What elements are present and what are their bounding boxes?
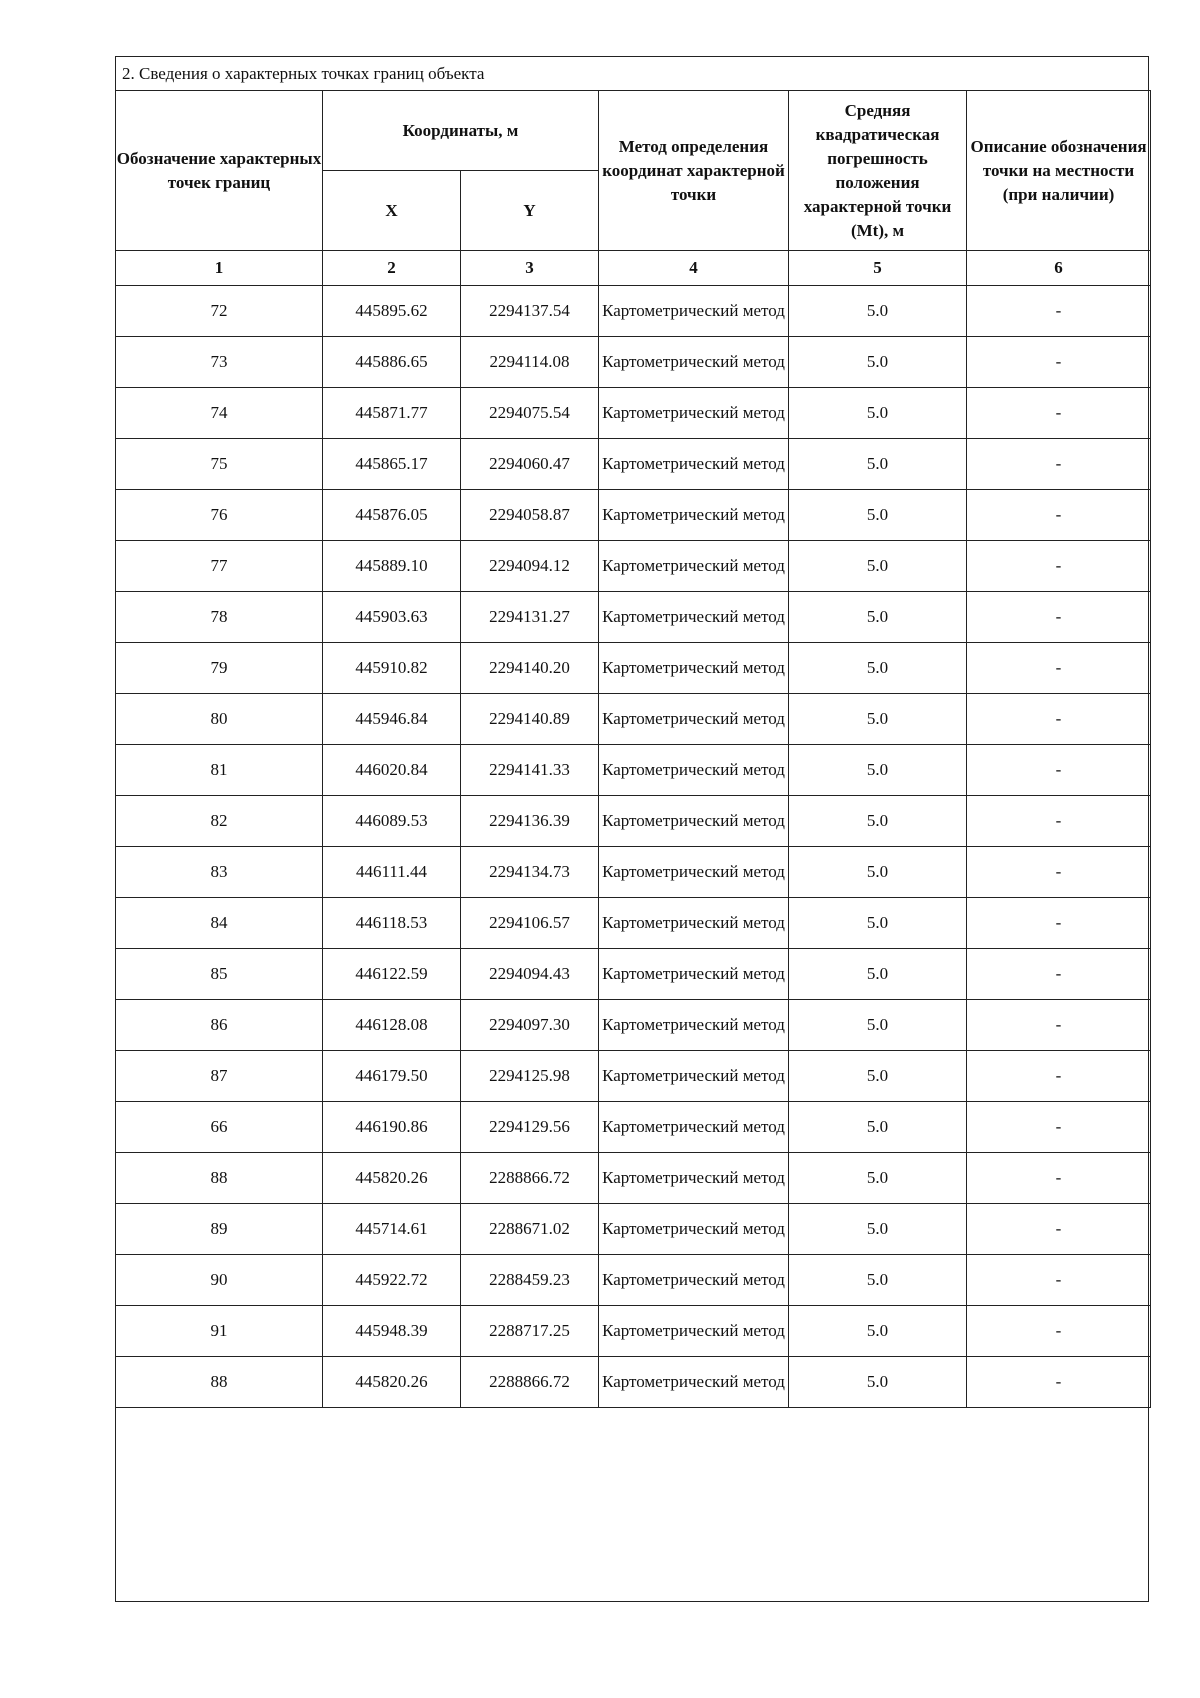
description-cell: - [967,592,1151,643]
point-designation-cell: 76 [116,490,323,541]
table-row [116,1000,1151,1051]
point-designation-cell: 82 [116,796,323,847]
point-designation-cell: 79 [116,643,323,694]
coord-y-cell: 2294141.33 [461,745,599,796]
description-cell: - [967,388,1151,439]
table-row [116,847,1151,898]
point-designation-cell: 66 [116,1102,323,1153]
column-number: 2 [323,251,461,286]
method-cell: Картометрический метод [599,286,789,337]
document-frame [115,56,1149,1602]
column-number: 5 [789,251,967,286]
accuracy-cell: 5.0 [789,694,967,745]
table-row [116,745,1151,796]
description-cell: - [967,439,1151,490]
description-cell: - [967,643,1151,694]
accuracy-cell: 5.0 [789,1255,967,1306]
method-cell: Картометрический метод [599,898,789,949]
method-cell: Картометрический метод [599,439,789,490]
header-x: X [323,171,461,251]
table-row [116,1357,1151,1408]
column-number: 3 [461,251,599,286]
description-cell: - [967,1102,1151,1153]
coord-x-cell: 446111.44 [323,847,461,898]
coord-y-cell: 2294075.54 [461,388,599,439]
coord-x-cell: 445922.72 [323,1255,461,1306]
table-row [116,490,1151,541]
method-cell: Картометрический метод [599,1357,789,1408]
coord-y-cell: 2294140.89 [461,694,599,745]
point-designation-cell: 88 [116,1153,323,1204]
table-row [116,1051,1151,1102]
table-row [116,898,1151,949]
table-row [116,694,1151,745]
accuracy-cell: 5.0 [789,1204,967,1255]
column-number: 6 [967,251,1151,286]
point-designation-cell: 91 [116,1306,323,1357]
method-cell: Картометрический метод [599,1102,789,1153]
accuracy-cell: 5.0 [789,592,967,643]
accuracy-cell: 5.0 [789,643,967,694]
point-designation-cell: 88 [116,1357,323,1408]
coord-y-cell: 2294137.54 [461,286,599,337]
table-row [116,1306,1151,1357]
point-designation-cell: 75 [116,439,323,490]
accuracy-cell: 5.0 [789,1000,967,1051]
table-row [116,592,1151,643]
coord-y-cell: 2294097.30 [461,1000,599,1051]
method-cell: Картометрический метод [599,388,789,439]
coord-x-cell: 446089.53 [323,796,461,847]
coord-x-cell: 445886.65 [323,337,461,388]
table-body [116,286,1151,1408]
accuracy-cell: 5.0 [789,745,967,796]
description-cell: - [967,490,1151,541]
accuracy-cell: 5.0 [789,847,967,898]
table-row [116,1102,1151,1153]
table-row [116,1153,1151,1204]
coord-x-cell: 446020.84 [323,745,461,796]
coord-x-cell: 445946.84 [323,694,461,745]
coord-y-cell: 2294114.08 [461,337,599,388]
method-cell: Картометрический метод [599,1306,789,1357]
table-row [116,796,1151,847]
accuracy-cell: 5.0 [789,1153,967,1204]
method-cell: Картометрический метод [599,541,789,592]
coord-y-cell: 2294106.57 [461,898,599,949]
coord-x-cell: 445820.26 [323,1357,461,1408]
point-designation-cell: 80 [116,694,323,745]
description-cell: - [967,541,1151,592]
point-designation-cell: 77 [116,541,323,592]
coord-x-cell: 445820.26 [323,1153,461,1204]
method-cell: Картометрический метод [599,1051,789,1102]
accuracy-cell: 5.0 [789,1306,967,1357]
table-row [116,949,1151,1000]
header-row [116,91,1151,171]
header-method: Метод определения координат характерной точки [599,91,789,251]
coord-x-cell: 446128.08 [323,1000,461,1051]
coord-y-cell: 2288717.25 [461,1306,599,1357]
method-cell: Картометрический метод [599,1255,789,1306]
point-designation-cell: 86 [116,1000,323,1051]
description-cell: - [967,796,1151,847]
description-cell: - [967,949,1151,1000]
point-designation-cell: 72 [116,286,323,337]
point-designation-cell: 83 [116,847,323,898]
accuracy-cell: 5.0 [789,796,967,847]
table-row [116,286,1151,337]
coord-y-cell: 2294125.98 [461,1051,599,1102]
coord-y-cell: 2294094.43 [461,949,599,1000]
point-designation-cell: 73 [116,337,323,388]
header-y: Y [461,171,599,251]
description-cell: - [967,1204,1151,1255]
coord-x-cell: 445871.77 [323,388,461,439]
accuracy-cell: 5.0 [789,337,967,388]
point-designation-cell: 89 [116,1204,323,1255]
column-number: 4 [599,251,789,286]
coord-y-cell: 2294129.56 [461,1102,599,1153]
method-cell: Картометрический метод [599,694,789,745]
method-cell: Картометрический метод [599,1000,789,1051]
method-cell: Картометрический метод [599,1153,789,1204]
table-row [116,643,1151,694]
section-title: 2. Сведения о характерных точках границ объекта [116,57,1148,91]
coord-x-cell: 445948.39 [323,1306,461,1357]
method-cell: Картометрический метод [599,796,789,847]
table-row [116,541,1151,592]
coord-y-cell: 2294060.47 [461,439,599,490]
coord-y-cell: 2294094.12 [461,541,599,592]
description-cell: - [967,745,1151,796]
description-cell: - [967,286,1151,337]
table-row [116,1204,1151,1255]
header-accuracy: Средняя квадратическая погрешность положения характерной точки (Mt), м [789,91,967,251]
header-coordinates: Координаты, м [323,91,599,171]
coord-x-cell: 445714.61 [323,1204,461,1255]
coord-x-cell: 445895.62 [323,286,461,337]
description-cell: - [967,898,1151,949]
coord-x-cell: 446122.59 [323,949,461,1000]
accuracy-cell: 5.0 [789,1102,967,1153]
coord-x-cell: 445903.63 [323,592,461,643]
point-designation-cell: 85 [116,949,323,1000]
point-designation-cell: 78 [116,592,323,643]
accuracy-cell: 5.0 [789,898,967,949]
coord-y-cell: 2294058.87 [461,490,599,541]
coord-y-cell: 2294140.20 [461,643,599,694]
description-cell: - [967,1051,1151,1102]
point-designation-cell: 74 [116,388,323,439]
coord-y-cell: 2288866.72 [461,1357,599,1408]
coord-y-cell: 2288866.72 [461,1153,599,1204]
column-number-row [116,251,1151,286]
accuracy-cell: 5.0 [789,286,967,337]
point-designation-cell: 87 [116,1051,323,1102]
description-cell: - [967,1000,1151,1051]
table-row [116,1255,1151,1306]
method-cell: Картометрический метод [599,592,789,643]
coord-x-cell: 446118.53 [323,898,461,949]
method-cell: Картометрический метод [599,1204,789,1255]
table-row [116,388,1151,439]
accuracy-cell: 5.0 [789,388,967,439]
description-cell: - [967,1306,1151,1357]
coord-x-cell: 445865.17 [323,439,461,490]
coord-y-cell: 2294134.73 [461,847,599,898]
method-cell: Картометрический метод [599,847,789,898]
method-cell: Картометрический метод [599,643,789,694]
description-cell: - [967,694,1151,745]
description-cell: - [967,1357,1151,1408]
coord-x-cell: 445910.82 [323,643,461,694]
boundary-points-table [115,90,1151,1408]
method-cell: Картометрический метод [599,745,789,796]
column-number: 1 [116,251,323,286]
accuracy-cell: 5.0 [789,949,967,1000]
point-designation-cell: 81 [116,745,323,796]
point-designation-cell: 90 [116,1255,323,1306]
accuracy-cell: 5.0 [789,1051,967,1102]
table-row [116,439,1151,490]
coord-x-cell: 445876.05 [323,490,461,541]
accuracy-cell: 5.0 [789,439,967,490]
coord-y-cell: 2294131.27 [461,592,599,643]
accuracy-cell: 5.0 [789,541,967,592]
method-cell: Картометрический метод [599,949,789,1000]
coord-y-cell: 2288459.23 [461,1255,599,1306]
header-point-designation: Обозначение характерных точек границ [116,91,323,251]
description-cell: - [967,1153,1151,1204]
coord-x-cell: 446179.50 [323,1051,461,1102]
header-description: Описание обозначения точки на местности (при наличии) [967,91,1151,251]
method-cell: Картометрический метод [599,490,789,541]
point-designation-cell: 84 [116,898,323,949]
description-cell: - [967,1255,1151,1306]
accuracy-cell: 5.0 [789,490,967,541]
description-cell: - [967,847,1151,898]
coord-x-cell: 445889.10 [323,541,461,592]
coord-x-cell: 446190.86 [323,1102,461,1153]
coord-y-cell: 2288671.02 [461,1204,599,1255]
table-row [116,337,1151,388]
accuracy-cell: 5.0 [789,1357,967,1408]
method-cell: Картометрический метод [599,337,789,388]
coord-y-cell: 2294136.39 [461,796,599,847]
description-cell: - [967,337,1151,388]
